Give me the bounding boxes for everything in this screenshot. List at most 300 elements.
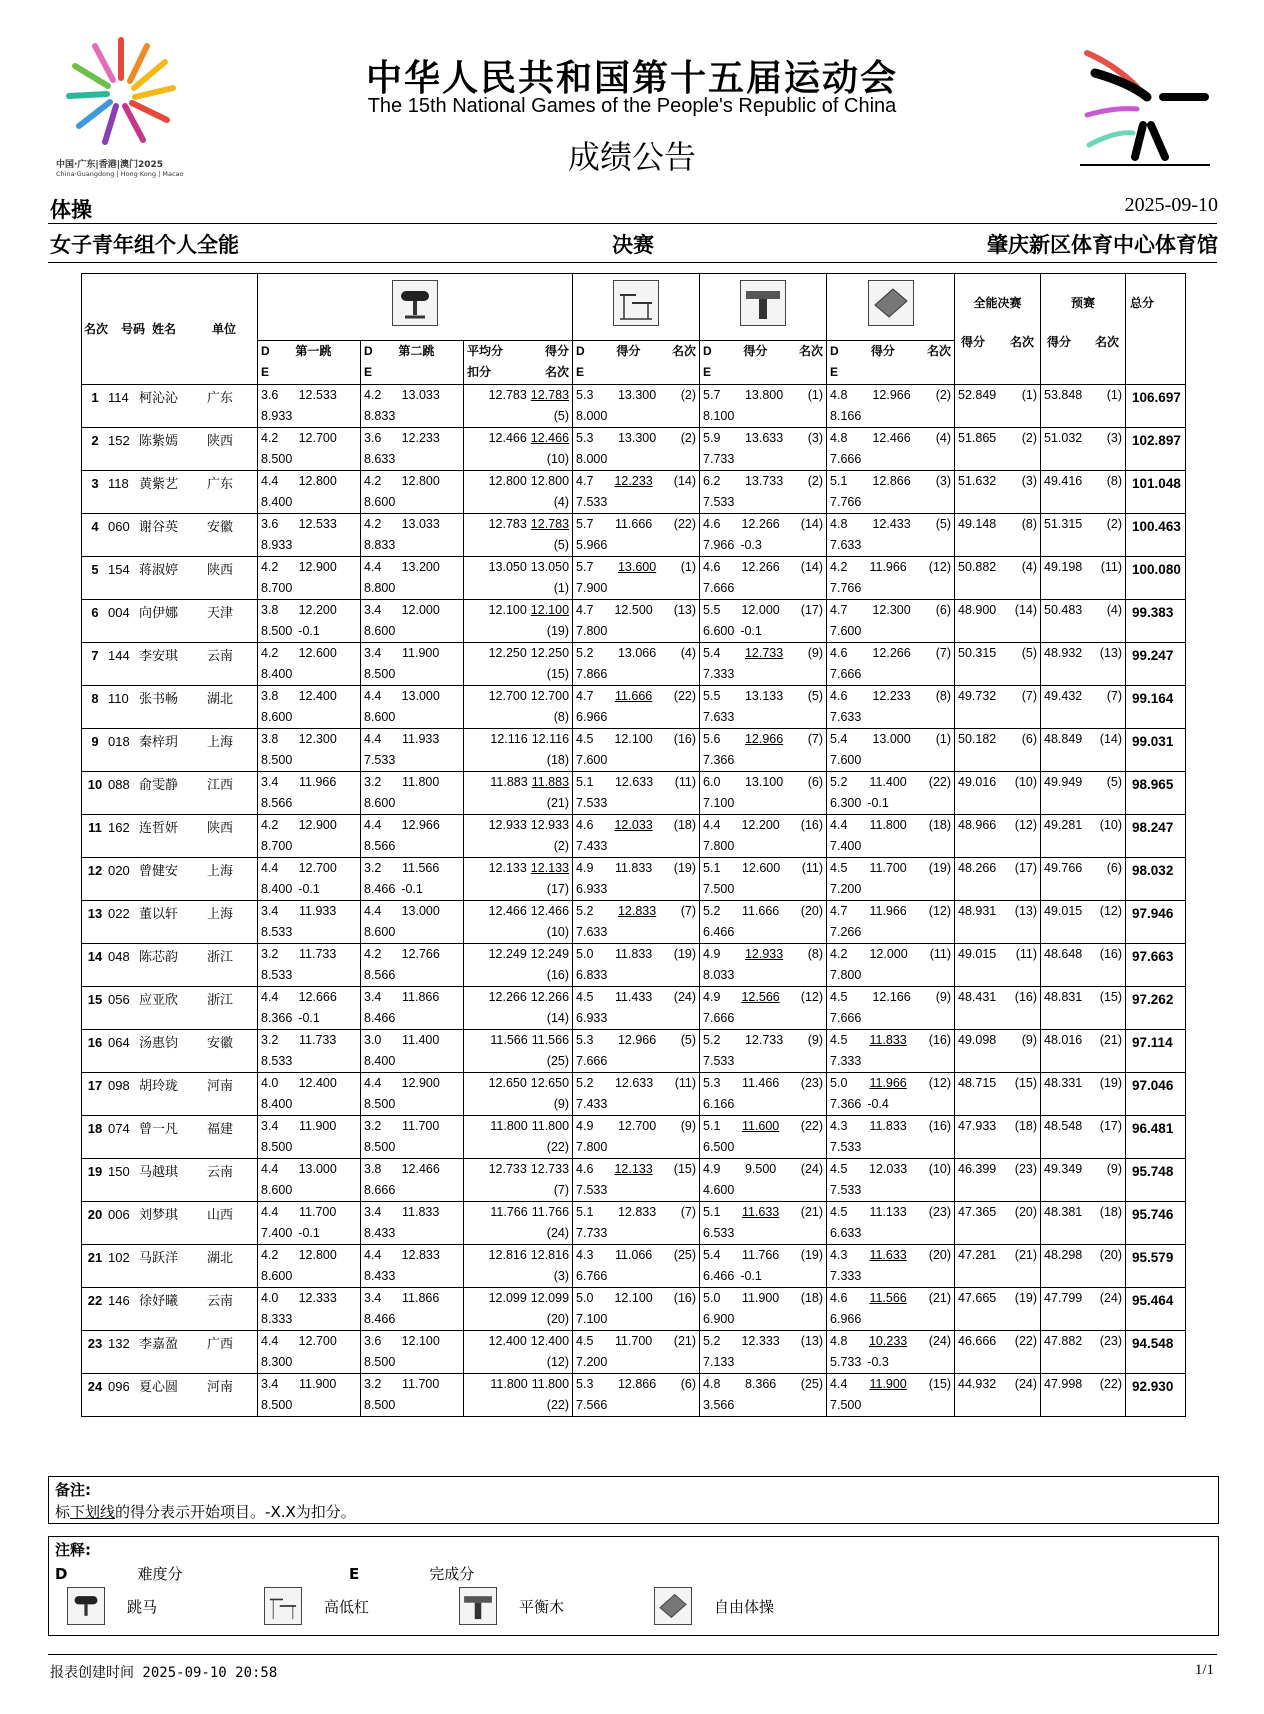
vault2-score: 13.200 xyxy=(401,560,440,574)
rank-value: 11 xyxy=(88,820,102,835)
floor-score: 12.033 xyxy=(868,1162,908,1176)
floor-rank: (7) xyxy=(935,646,952,660)
vault-average: 12.700 xyxy=(488,689,527,703)
bib-value: 056 xyxy=(108,992,130,1007)
vault-rank: (15) xyxy=(546,667,570,681)
bars-d: 5.1 xyxy=(576,775,594,789)
col-e: E xyxy=(703,365,712,379)
vault2-cell xyxy=(361,643,464,686)
floor-d: 4.3 xyxy=(830,1119,848,1133)
bars-cell xyxy=(573,1073,700,1116)
bars-d: 5.7 xyxy=(576,517,594,531)
col-score: 得分 xyxy=(545,344,570,358)
aa-rank: (13) xyxy=(1014,904,1038,918)
vault2-e: 8.566 xyxy=(364,968,396,982)
col-d: D xyxy=(261,344,270,358)
vault-average: 12.650 xyxy=(488,1076,527,1090)
aa-score: 48.966 xyxy=(958,818,997,832)
prelim-rank: (7) xyxy=(1106,689,1123,703)
vault1-cell xyxy=(258,1116,361,1159)
vault2-e: 8.500 xyxy=(364,1355,396,1369)
aa-cell xyxy=(955,987,1041,1030)
prelim-rank: (10) xyxy=(1099,818,1123,832)
vault-rank: (4) xyxy=(553,495,570,509)
col-rank: 名次 xyxy=(1010,335,1035,349)
athlete-cell xyxy=(82,1374,258,1417)
beam-rank: (13) xyxy=(800,1334,824,1348)
col-e: E xyxy=(364,365,373,379)
athlete-name: 徐妤曦 xyxy=(139,1293,179,1308)
bars-score: 12.100 xyxy=(614,1291,653,1305)
bars-score: 11.433 xyxy=(614,990,653,1004)
floor-d: 5.4 xyxy=(830,732,848,746)
vault2-score: 12.833 xyxy=(401,1248,440,1262)
rank-value: 16 xyxy=(87,1035,103,1050)
beam-d: 5.2 xyxy=(703,904,721,918)
vault1-cell xyxy=(258,1245,361,1288)
bars-d: 4.7 xyxy=(576,474,594,488)
floor-cell xyxy=(827,1331,955,1374)
vault1-d: 4.2 xyxy=(261,646,279,660)
beam-score: 12.266 xyxy=(741,560,780,574)
vault1-cell xyxy=(258,772,361,815)
bars-rank: (25) xyxy=(673,1248,697,1262)
vault-total-cell xyxy=(464,600,573,643)
vault2-cell xyxy=(361,815,464,858)
beam-rank: (20) xyxy=(800,904,824,918)
floor-rank: (6) xyxy=(935,603,952,617)
vault2-cell xyxy=(361,385,464,428)
vault-total-cell xyxy=(464,858,573,901)
bars-d: 5.3 xyxy=(576,431,594,445)
aa-rank: (2) xyxy=(1021,431,1038,445)
rank-value: 14 xyxy=(87,949,103,964)
beam-score: 12.600 xyxy=(741,861,781,875)
beam-d: 4.8 xyxy=(703,1377,721,1391)
bars-e: 7.100 xyxy=(576,1312,608,1326)
table-row xyxy=(82,471,1186,514)
athlete-name: 蒋淑婷 xyxy=(139,562,179,577)
vault-total-cell xyxy=(464,385,573,428)
divider xyxy=(48,262,1217,263)
beam-d: 6.0 xyxy=(703,775,721,789)
beam-e: 6.466 xyxy=(703,925,735,939)
col-vault1: 第一跳 xyxy=(295,344,332,358)
aa-rank: (21) xyxy=(1014,1248,1038,1262)
bib-value: 088 xyxy=(108,777,130,792)
bars-cell xyxy=(573,471,700,514)
vault1-d: 3.2 xyxy=(261,947,279,961)
total-cell xyxy=(1126,1159,1186,1202)
bars-score: 11.666 xyxy=(614,689,653,703)
aa-score: 47.281 xyxy=(958,1248,997,1262)
vault1-cell xyxy=(258,1202,361,1245)
bars-e: 7.900 xyxy=(576,581,608,595)
floor-d: 4.8 xyxy=(830,1334,848,1348)
floor-d: 5.2 xyxy=(830,775,848,789)
total-cell xyxy=(1126,1116,1186,1159)
vault2-e: 8.433 xyxy=(364,1226,396,1240)
floor-d: 4.6 xyxy=(830,646,848,660)
vault2-d: 4.4 xyxy=(364,732,382,746)
floor-cell xyxy=(827,600,955,643)
prelim-rank: (21) xyxy=(1099,1033,1123,1047)
bib-value: 006 xyxy=(108,1207,130,1222)
vault2-d: 4.4 xyxy=(364,1076,382,1090)
vault1-score: 11.900 xyxy=(299,1377,337,1391)
vault-average: 12.733 xyxy=(488,1162,527,1176)
aa-score: 48.715 xyxy=(958,1076,997,1090)
total-score: 95.464 xyxy=(1132,1293,1174,1308)
beam-cell xyxy=(700,1331,827,1374)
vault-rank: (10) xyxy=(546,925,570,939)
vault-rank: (12) xyxy=(546,1355,570,1369)
bars-rank: (11) xyxy=(674,1076,697,1090)
prelim-cell xyxy=(1041,1116,1126,1159)
floor-rank: (16) xyxy=(928,1033,952,1047)
bars-d: 5.7 xyxy=(576,560,594,574)
bars-cell xyxy=(573,1374,700,1417)
athlete-name: 谢谷英 xyxy=(139,519,179,534)
beam-e: 7.533 xyxy=(703,1054,735,1068)
aa-rank: (10) xyxy=(1014,775,1038,789)
vault2-d: 4.4 xyxy=(364,560,382,574)
floor-d: 4.5 xyxy=(830,1033,848,1047)
prelim-cell xyxy=(1041,428,1126,471)
event-name: 女子青年组个人全能 xyxy=(50,233,239,257)
beam-rank: (1) xyxy=(807,388,824,402)
floor-d: 5.0 xyxy=(830,1076,848,1090)
bars-d: 4.6 xyxy=(576,818,594,832)
aa-cell xyxy=(955,1159,1041,1202)
prelim-score: 49.349 xyxy=(1044,1162,1083,1176)
bars-e: 7.433 xyxy=(576,839,608,853)
bars-e: 7.533 xyxy=(576,1183,608,1197)
floor-cell xyxy=(827,1374,955,1417)
total-cell xyxy=(1126,557,1186,600)
total-score: 97.046 xyxy=(1132,1078,1174,1093)
aa-cell xyxy=(955,1374,1041,1417)
col-e: E xyxy=(261,365,270,379)
vault-rank: (16) xyxy=(546,968,570,982)
vault2-d: 3.0 xyxy=(364,1033,382,1047)
beam-d: 5.1 xyxy=(703,861,721,875)
vault2-d: 3.2 xyxy=(364,1119,382,1133)
beam-rank: (14) xyxy=(800,517,824,531)
vault-average: 11.566 xyxy=(490,1033,528,1047)
beam-score: 12.733 xyxy=(744,1033,784,1047)
beam-e: 7.100 xyxy=(703,796,735,810)
athlete-name: 秦梓玥 xyxy=(139,734,179,749)
bars-d: 5.2 xyxy=(576,1076,594,1090)
aa-cell xyxy=(955,858,1041,901)
floor-cell xyxy=(827,1202,955,1245)
bars-score: 12.633 xyxy=(614,1076,654,1090)
floor-d: 4.4 xyxy=(830,818,848,832)
vault2-score: 11.400 xyxy=(402,1033,440,1047)
vault2-penalty: -0.1 xyxy=(401,882,423,896)
total-score: 99.383 xyxy=(1132,605,1174,620)
rank-value: 7 xyxy=(91,648,99,663)
vault2-score: 11.933 xyxy=(402,732,440,746)
prelim-cell xyxy=(1041,729,1126,772)
floor-e: 7.633 xyxy=(830,710,862,724)
athlete-cell xyxy=(82,944,258,987)
floor-e: 7.666 xyxy=(830,452,862,466)
beam-rank: (3) xyxy=(807,431,824,445)
floor-e: 8.166 xyxy=(830,409,862,423)
floor-score: 12.966 xyxy=(872,388,911,402)
rank-value: 8 xyxy=(91,691,99,706)
vault1-score: 12.900 xyxy=(298,818,337,832)
rank-value: 15 xyxy=(87,992,103,1007)
aa-score: 48.931 xyxy=(958,904,997,918)
table-row xyxy=(82,1030,1186,1073)
floor-score: 12.233 xyxy=(872,689,911,703)
prelim-score: 47.882 xyxy=(1044,1334,1083,1348)
vault1-d: 4.4 xyxy=(261,1334,279,1348)
vault1-e: 8.700 xyxy=(261,839,293,853)
floor-rank: (8) xyxy=(935,689,952,703)
rank-value: 2 xyxy=(91,433,99,448)
floor-cell xyxy=(827,385,955,428)
athlete-cell xyxy=(82,1159,258,1202)
unit-name: 湖北 xyxy=(207,691,234,706)
unit-name: 河南 xyxy=(207,1078,234,1093)
beam-d: 4.6 xyxy=(703,560,721,574)
bars-d: 5.0 xyxy=(576,1291,594,1305)
prelim-rank: (9) xyxy=(1106,1162,1123,1176)
bars-d: 4.3 xyxy=(576,1248,594,1262)
vault2-d: 3.8 xyxy=(364,1162,382,1176)
floor-score: 11.966 xyxy=(869,560,907,574)
floor-cell xyxy=(827,686,955,729)
athlete-name: 胡玲珑 xyxy=(139,1078,179,1093)
bars-cell xyxy=(573,815,700,858)
bib-value: 114 xyxy=(108,390,129,405)
vault2-cell xyxy=(361,944,464,987)
sport-name: 体操 xyxy=(50,198,92,222)
bars-rank: (1) xyxy=(680,560,697,574)
rank-value: 19 xyxy=(87,1164,103,1179)
aa-rank: (14) xyxy=(1014,603,1038,617)
vault1-cell xyxy=(258,1374,361,1417)
aa-cell xyxy=(955,815,1041,858)
legend-title: 注释: xyxy=(55,1541,91,1559)
vault1-e: 8.300 xyxy=(261,1355,293,1369)
athlete-cell xyxy=(82,815,258,858)
beam-d: 4.9 xyxy=(703,990,721,1004)
prelim-cell xyxy=(1041,557,1126,600)
beam-cell xyxy=(700,1288,827,1331)
bars-e: 7.533 xyxy=(576,495,608,509)
beam-score: 13.133 xyxy=(744,689,784,703)
unit-name: 云南 xyxy=(207,1293,234,1308)
bib-value: 098 xyxy=(108,1078,130,1093)
bars-cell xyxy=(573,1116,700,1159)
floor-score: 13.000 xyxy=(872,732,911,746)
total-score: 98.032 xyxy=(1132,863,1174,878)
vault2-score: 13.033 xyxy=(401,388,440,402)
vault-rank: (20) xyxy=(546,1312,570,1326)
table-row xyxy=(82,729,1186,772)
total-cell xyxy=(1126,901,1186,944)
venue-name: 肇庆新区体育中心体育馆 xyxy=(987,233,1218,257)
vault1-d: 4.0 xyxy=(261,1291,279,1305)
aa-cell xyxy=(955,600,1041,643)
prelim-rank: (20) xyxy=(1099,1248,1123,1262)
vault2-e: 8.600 xyxy=(364,710,396,724)
vault1-d: 4.2 xyxy=(261,431,279,445)
vault-rank: (5) xyxy=(553,409,570,423)
floor-e: 7.333 xyxy=(830,1054,862,1068)
floor-e: 7.500 xyxy=(830,1398,862,1412)
beam-rank: (16) xyxy=(800,818,824,832)
athlete-cell xyxy=(82,858,258,901)
bars-score: 12.633 xyxy=(614,775,654,789)
divider xyxy=(48,223,1217,224)
prelim-score: 48.381 xyxy=(1044,1205,1083,1219)
athlete-name: 曾一凡 xyxy=(139,1121,179,1136)
games-title-cn: 中华人民共和国第十五届运动会 xyxy=(365,58,898,99)
vault2-score: 11.700 xyxy=(402,1377,440,1391)
beam-cell xyxy=(700,901,827,944)
vault1-e: 8.500 xyxy=(261,452,293,466)
athlete-name: 向伊娜 xyxy=(139,605,179,620)
bars-e: 8.000 xyxy=(576,409,608,423)
prelim-cell xyxy=(1041,686,1126,729)
vault2-cell xyxy=(361,471,464,514)
beam-penalty: -0.3 xyxy=(740,538,762,552)
vault1-d: 3.8 xyxy=(261,689,279,703)
beam-score: 12.733 xyxy=(744,646,784,660)
unit-name: 天津 xyxy=(207,605,234,620)
total-cell xyxy=(1126,729,1186,772)
floor-cell xyxy=(827,944,955,987)
athlete-name: 陈芯韵 xyxy=(139,949,179,964)
prelim-rank: (13) xyxy=(1099,646,1123,660)
aa-rank: (15) xyxy=(1014,1076,1038,1090)
bars-e: 6.933 xyxy=(576,1011,608,1025)
vault1-cell xyxy=(258,815,361,858)
floor-e: 7.666 xyxy=(830,667,862,681)
vault-total-cell xyxy=(464,729,573,772)
floor-d: 4.8 xyxy=(830,388,848,402)
beam-e: 7.133 xyxy=(703,1355,735,1369)
created-time: 报表创建时间 2025-09-10 20:58 xyxy=(50,1665,278,1681)
beam-cell xyxy=(700,1073,827,1116)
legend-box xyxy=(48,1536,1219,1636)
bars-rank: (11) xyxy=(674,775,697,789)
vault1-d: 3.6 xyxy=(261,388,279,402)
athlete-name: 俞雯静 xyxy=(139,777,179,792)
beam-d: 5.6 xyxy=(703,732,721,746)
vault-score: 12.783 xyxy=(530,388,570,402)
total-score: 94.548 xyxy=(1132,1336,1174,1351)
aa-cell xyxy=(955,643,1041,686)
bars-rank: (6) xyxy=(680,1377,697,1391)
vault1-score: 12.400 xyxy=(298,689,337,703)
floor-score: 11.966 xyxy=(869,904,907,918)
athlete-name: 夏心圆 xyxy=(139,1379,179,1394)
total-cell xyxy=(1126,643,1186,686)
bars-score: 12.500 xyxy=(614,603,653,617)
athlete-cell xyxy=(82,772,258,815)
aa-score: 49.015 xyxy=(958,947,997,961)
aa-cell xyxy=(955,1202,1041,1245)
rank-value: 6 xyxy=(91,605,99,620)
beam-e: 8.100 xyxy=(703,409,735,423)
prelim-rank: (3) xyxy=(1106,431,1123,445)
total-score: 98.965 xyxy=(1132,777,1174,792)
vault-rank: (3) xyxy=(553,1269,570,1283)
vault1-cell xyxy=(258,686,361,729)
athlete-cell xyxy=(82,643,258,686)
vault2-score: 11.800 xyxy=(402,775,440,789)
total-score: 102.897 xyxy=(1132,433,1181,448)
vault2-e: 8.600 xyxy=(364,925,396,939)
legend-d-label: 难度分 xyxy=(137,1565,183,1583)
prelim-score: 50.483 xyxy=(1044,603,1083,617)
legend-beam-label: 平衡木 xyxy=(519,1597,565,1616)
vault2-cell xyxy=(361,686,464,729)
table-row xyxy=(82,514,1186,557)
floor-e: 7.333 xyxy=(830,1269,862,1283)
floor-rank: (4) xyxy=(935,431,952,445)
floor-cell xyxy=(827,1116,955,1159)
vault1-score: 13.000 xyxy=(298,1162,337,1176)
beam-e: 4.600 xyxy=(703,1183,735,1197)
vault-average: 11.800 xyxy=(490,1377,528,1391)
vault1-e: 8.500 xyxy=(261,1398,293,1412)
beam-e: 7.333 xyxy=(703,667,735,681)
vault1-d: 4.4 xyxy=(261,1205,279,1219)
bib-value: 096 xyxy=(108,1379,130,1394)
aa-rank: (18) xyxy=(1014,1119,1038,1133)
vault2-score: 13.000 xyxy=(401,689,440,703)
beam-cell xyxy=(700,600,827,643)
aa-rank: (9) xyxy=(1021,1033,1038,1047)
col-score: 得分 xyxy=(1047,335,1072,349)
vault2-e: 8.433 xyxy=(364,1269,396,1283)
vault-average: 12.250 xyxy=(488,646,527,660)
floor-d: 4.6 xyxy=(830,689,848,703)
floor-rank: (23) xyxy=(928,1205,952,1219)
floor-rank: (15) xyxy=(928,1377,952,1391)
floor-d: 4.7 xyxy=(830,904,848,918)
vault2-e: 8.833 xyxy=(364,538,396,552)
prelim-rank: (6) xyxy=(1106,861,1123,875)
vault1-score: 12.700 xyxy=(298,431,337,445)
bars-d: 4.5 xyxy=(576,1334,594,1348)
beam-cell xyxy=(700,557,827,600)
bars-score: 13.300 xyxy=(617,431,657,445)
beam-d: 5.5 xyxy=(703,603,721,617)
beam-d: 4.9 xyxy=(703,947,721,961)
beam-rank: (18) xyxy=(800,1291,824,1305)
bib-value: 152 xyxy=(108,433,130,448)
unit-name: 陕西 xyxy=(207,820,234,835)
prelim-rank: (24) xyxy=(1099,1291,1123,1305)
table-row xyxy=(82,901,1186,944)
bars-cell xyxy=(573,729,700,772)
athlete-cell xyxy=(82,600,258,643)
total-score: 99.164 xyxy=(1132,691,1174,706)
vault-average: 12.100 xyxy=(488,603,527,617)
prelim-score: 49.949 xyxy=(1044,775,1083,789)
prelim-score: 48.831 xyxy=(1044,990,1083,1004)
vault2-e: 8.666 xyxy=(364,1183,396,1197)
